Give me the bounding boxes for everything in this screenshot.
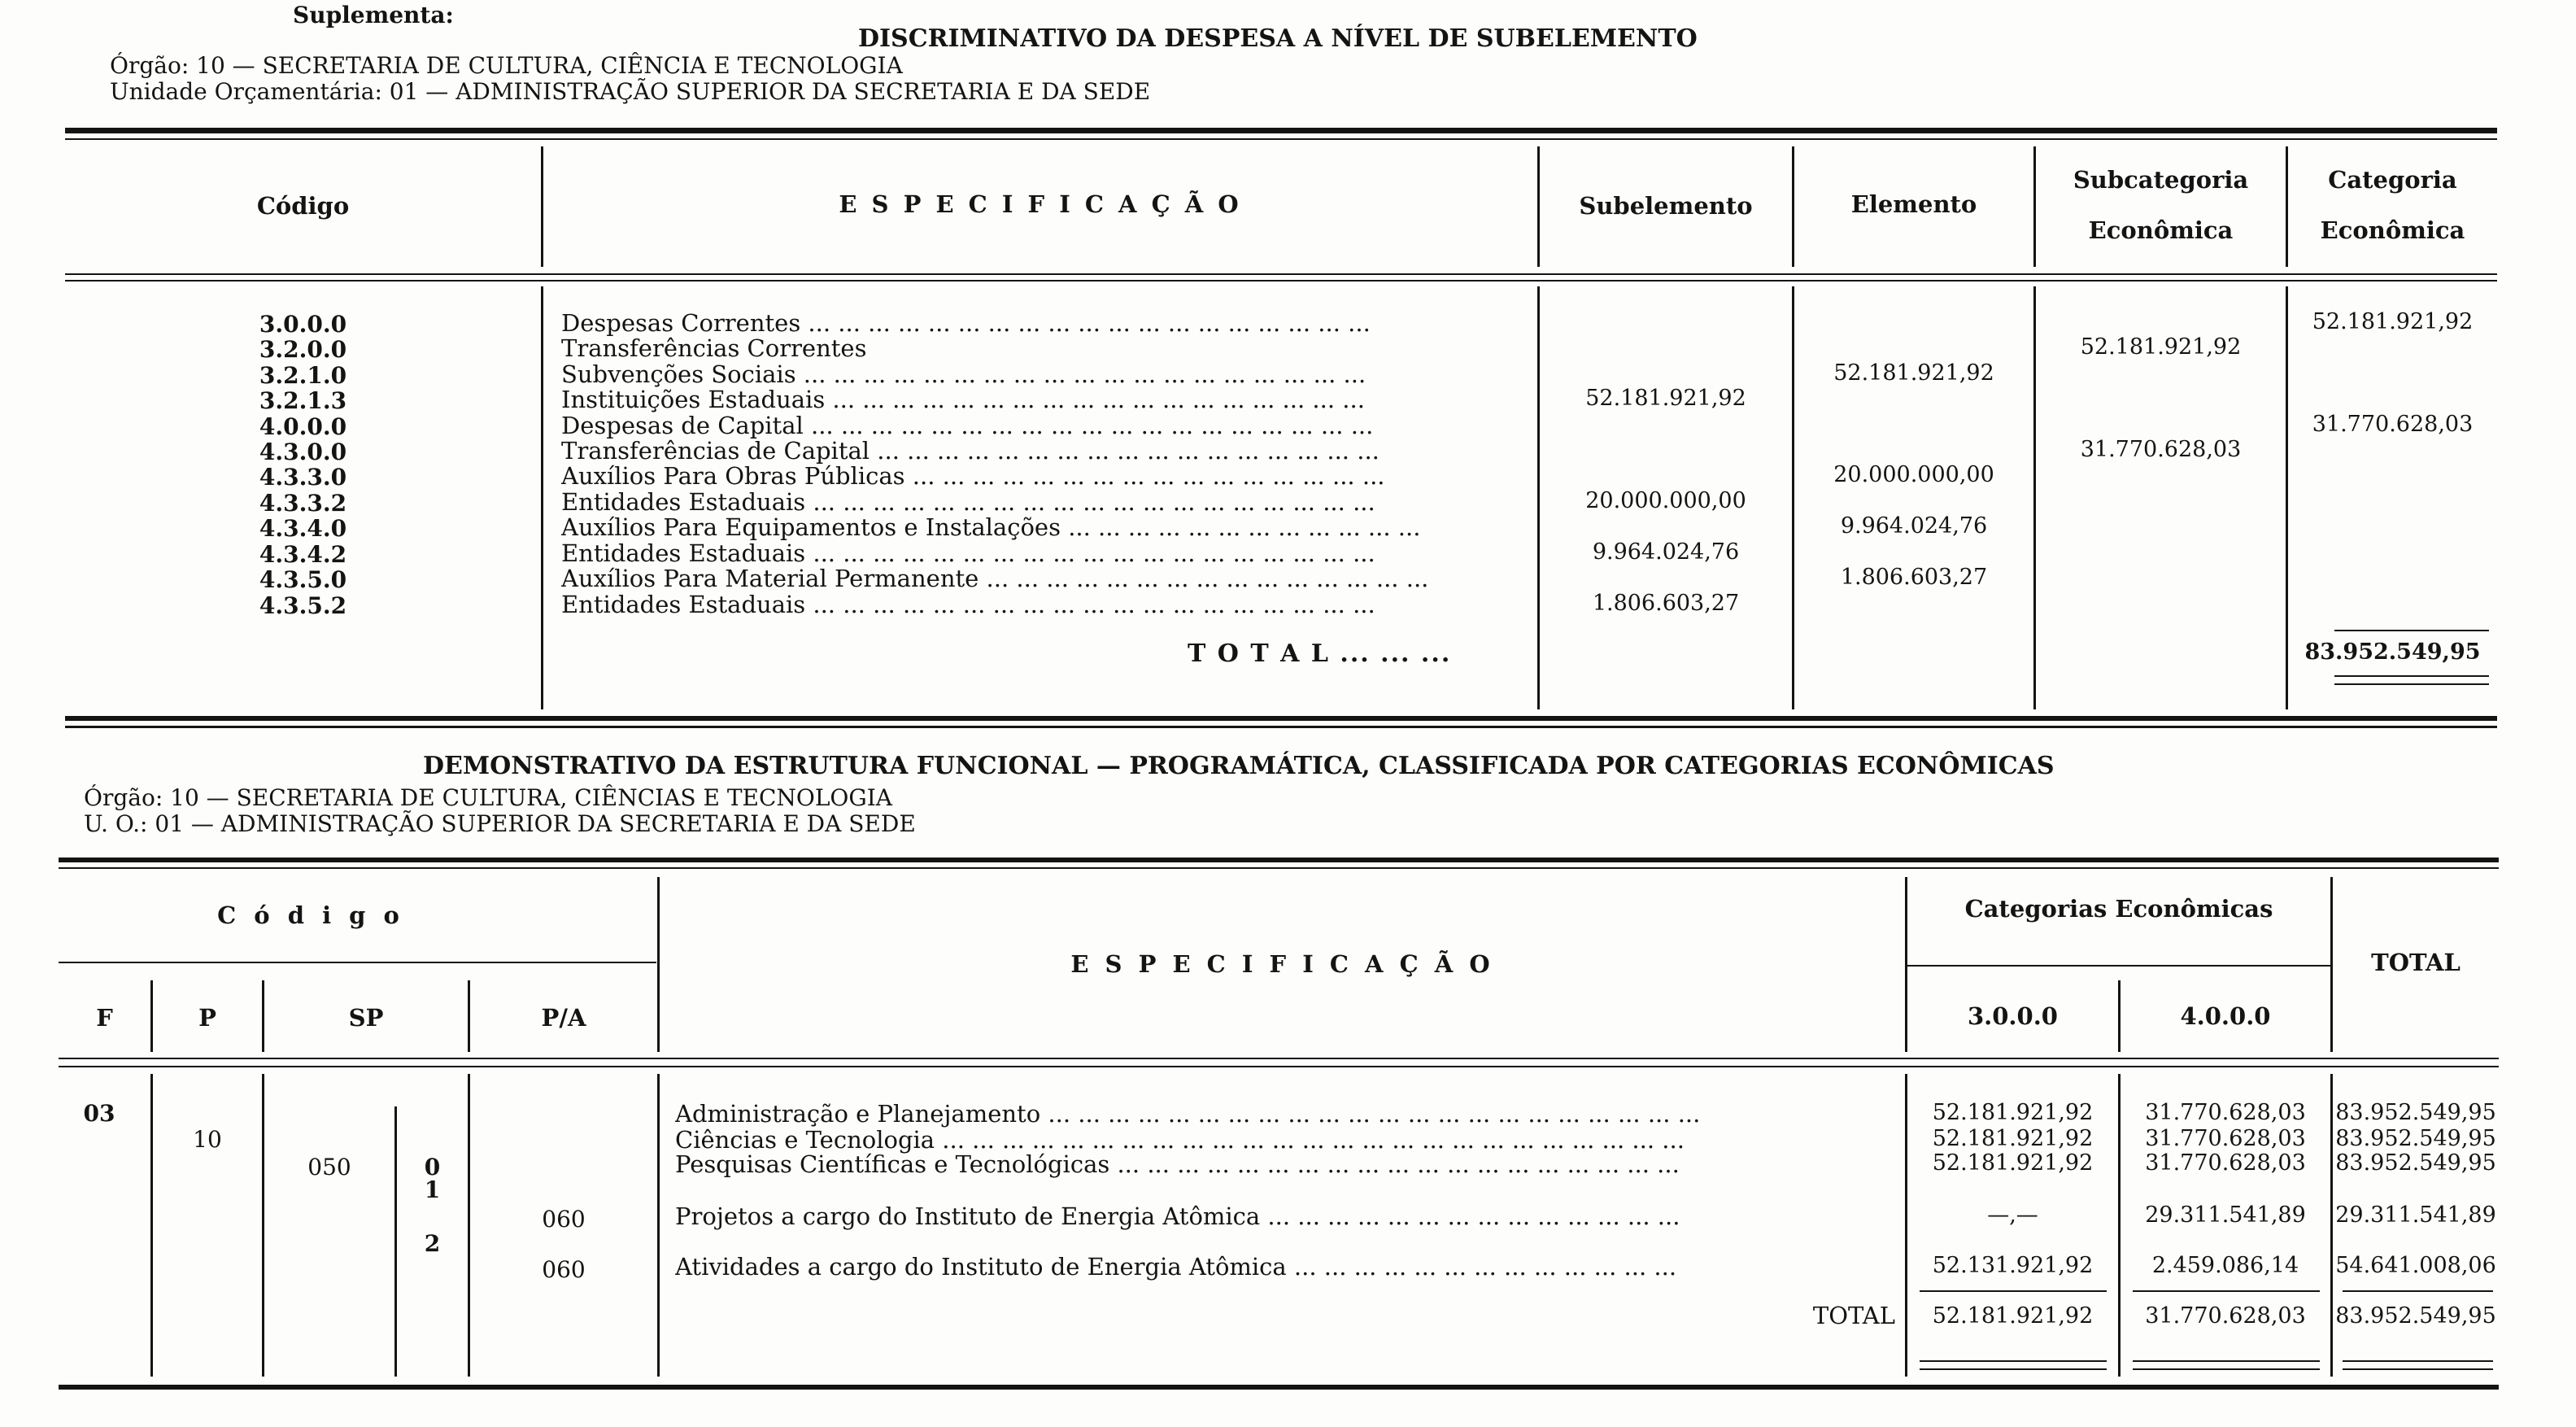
suplementa-label: Suplementa:	[293, 2, 454, 28]
code-pa-2: 060	[542, 1256, 586, 1283]
code-p: 10	[193, 1126, 222, 1153]
row-code: 4.0.0.0	[259, 413, 347, 440]
row-elemento-value: 52.181.921,92	[1833, 360, 1994, 386]
header2-pa: P/A	[541, 1004, 586, 1032]
row2-v4: 29.311.541,89	[2145, 1202, 2306, 1228]
code-sub-1: 1	[424, 1176, 441, 1203]
row2-total: 83.952.549,95	[2335, 1126, 2496, 1151]
header-codigo: Código	[256, 192, 350, 220]
row-categoria-value: 52.181.921,92	[2312, 309, 2474, 334]
row-code: 3.2.0.0	[259, 336, 347, 363]
row-spec: Instituições Estaduais ... ... ... ... ... ... ... ... ... ... ... ... ... ... ... ... ... ...	[561, 386, 1365, 413]
header2-f: F	[96, 1004, 113, 1032]
row2-v4: 31.770.628,03	[2145, 1150, 2306, 1176]
row2-spec: Administração e Planejamento ... ... ... ... ... ... ... ... ... ... ... ... ... ... ... ... ... ... ... ... ... ...	[675, 1100, 1701, 1128]
row2-v3: —,—	[1987, 1202, 2038, 1228]
row2-v4: 2.459.086,14	[2151, 1253, 2299, 1278]
code-sub-2: 2	[424, 1230, 441, 1257]
section2-orgao: Órgão: 10 — SECRETARIA DE CULTURA, CIÊNCIAS E TECNOLOGIA	[84, 784, 893, 811]
row-subelemento-value: 20.000.000,00	[1585, 488, 1746, 513]
header2-4000: 4.0.0.0	[2180, 1002, 2271, 1030]
row2-total: 29.311.541,89	[2335, 1202, 2496, 1228]
unidade-line: Unidade Orçamentária: 01 — ADMINISTRAÇÃO SUPERIOR DA SECRETARIA E DA SEDE	[110, 78, 1151, 105]
document-title: DISCRIMINATIVO DA DESPESA A NÍVEL DE SUBELEMENTO	[858, 24, 1698, 53]
row-code: 3.0.0.0	[259, 311, 347, 338]
row2-total: 83.952.549,95	[2335, 1100, 2496, 1125]
row-code: 4.3.0.0	[259, 439, 347, 465]
row-code: 4.3.4.0	[259, 515, 347, 542]
header2-sp: SP	[348, 1004, 384, 1032]
header-elemento: Elemento	[1850, 190, 1977, 218]
row-spec: Auxílios Para Obras Públicas ... ... ... ... ... ... ... ... ... ... ... ... ... ... ... ...	[561, 462, 1385, 490]
row-code: 4.3.3.2	[259, 490, 347, 517]
header-subcategoria: Subcategoria	[2073, 166, 2249, 194]
row-code: 4.3.4.2	[259, 541, 347, 568]
row2-total: 54.641.008,06	[2335, 1253, 2496, 1278]
code-sub-0: 0	[424, 1154, 441, 1180]
row2-v3: 52.181.921,92	[1932, 1150, 2094, 1176]
header-subelemento: Subelemento	[1579, 192, 1753, 220]
table2-total-3000: 52.181.921,92	[1932, 1303, 2094, 1329]
header2-total: TOTAL	[2371, 949, 2460, 976]
table2-total-grand: 83.952.549,95	[2335, 1303, 2496, 1329]
header2-p: P	[198, 1004, 216, 1032]
table2-total-label: TOTAL	[1812, 1302, 1895, 1329]
table1-total-value: 83.952.549,95	[2304, 639, 2481, 665]
row-spec: Auxílios Para Equipamentos e Instalações ... ... ... ... ... ... ... ... ... ... ... ...	[561, 513, 1421, 541]
header2-categorias: Categorias Econômicas	[1964, 895, 2273, 923]
row-spec: Transferências de Capital ... ... ... ... ... ... ... ... ... ... ... ... ... ... ... ... ...	[561, 437, 1380, 465]
section2-title: DEMONSTRATIVO DA ESTRUTURA FUNCIONAL — PROGRAMÁTICA, CLASSIFICADA POR CATEGORIAS ECONÔMICAS	[423, 752, 2055, 780]
row2-v3: 52.181.921,92	[1932, 1100, 2094, 1125]
row-spec: Transferências Correntes	[561, 334, 867, 362]
row-subelemento-value: 52.181.921,92	[1585, 386, 1746, 411]
row-spec: Auxílios Para Material Permanente ... ... ... ... ... ... ... ... ... ... ... ... ... ... ...	[561, 565, 1429, 592]
row2-spec: Atividades a cargo do Instituto de Energia Atômica ... ... ... ... ... ... ... ... ... ... ... ... ...	[675, 1253, 1677, 1281]
header-categoria: Categoria	[2328, 166, 2457, 194]
orgao-line: Órgão: 10 — SECRETARIA DE CULTURA, CIÊNCIA E TECNOLOGIA	[110, 52, 903, 79]
section2-uo: U. O.: 01 — ADMINISTRAÇÃO SUPERIOR DA SECRETARIA E DA SEDE	[84, 810, 916, 837]
header-subcategoria-economica: Econômica	[2088, 216, 2234, 244]
row2-v3: 52.131.921,92	[1932, 1253, 2094, 1278]
row-spec: Entidades Estaduais ... ... ... ... ... ... ... ... ... ... ... ... ... ... ... ... ... ... ...	[561, 539, 1375, 567]
row2-spec: Projetos a cargo do Instituto de Energia Atômica ... ... ... ... ... ... ... ... ... ... ... ... ... ...	[675, 1202, 1680, 1230]
row2-spec: Pesquisas Científicas e Tecnológicas ... ... ... ... ... ... ... ... ... ... ... ... ... ... ... ... ... ... ...	[675, 1150, 1680, 1178]
header-especificacao: E S P E C I F I C A Ç Ã O	[839, 190, 1242, 218]
row-spec: Despesas de Capital ... ... ... ... ... ... ... ... ... ... ... ... ... ... ... ... ... ... ...	[561, 412, 1374, 439]
code-pa-1: 060	[542, 1206, 586, 1233]
row-spec: Despesas Correntes ... ... ... ... ... ... ... ... ... ... ... ... ... ... ... ... ... ... ...	[561, 309, 1371, 337]
row2-v4: 31.770.628,03	[2145, 1126, 2306, 1151]
row-spec: Subvenções Sociais ... ... ... ... ... ... ... ... ... ... ... ... ... ... ... ... ... ... ...	[561, 360, 1366, 388]
row2-v4: 31.770.628,03	[2145, 1100, 2306, 1125]
row-subelemento-value: 1.806.603,27	[1592, 591, 1740, 616]
row-elemento-value: 20.000.000,00	[1833, 462, 1994, 487]
row-categoria-value: 31.770.628,03	[2312, 412, 2474, 437]
row-code: 4.3.3.0	[259, 464, 347, 491]
row-subcategoria-value: 52.181.921,92	[2080, 334, 2242, 360]
header2-especificacao: E S P E C I F I C A Ç Ã O	[1070, 950, 1494, 978]
row-subelemento-value: 9.964.024,76	[1592, 539, 1740, 565]
row-code: 4.3.5.0	[259, 566, 347, 593]
row-subcategoria-value: 31.770.628,03	[2080, 437, 2242, 462]
row-elemento-value: 9.964.024,76	[1840, 513, 1988, 539]
row2-total: 83.952.549,95	[2335, 1150, 2496, 1176]
row-elemento-value: 1.806.603,27	[1840, 565, 1988, 590]
code-sp: 050	[307, 1154, 351, 1180]
row-code: 4.3.5.2	[259, 592, 347, 619]
row2-v3: 52.181.921,92	[1932, 1126, 2094, 1151]
row-spec: Entidades Estaduais ... ... ... ... ... ... ... ... ... ... ... ... ... ... ... ... ... ... ...	[561, 591, 1375, 618]
row-code: 3.2.1.3	[259, 387, 347, 414]
row2-spec: Ciências e Tecnologia ... ... ... ... ... ... ... ... ... ... ... ... ... ... ... ... ... ... ... ... ... ... ... ... ...	[675, 1126, 1685, 1154]
header2-3000: 3.0.0.0	[1967, 1002, 2058, 1030]
row-spec: Entidades Estaduais ... ... ... ... ... ... ... ... ... ... ... ... ... ... ... ... ... ... ...	[561, 488, 1375, 516]
row-code: 3.2.1.0	[259, 362, 347, 389]
code-f: 03	[83, 1100, 116, 1127]
header2-codigo: C ó d i g o	[217, 901, 404, 929]
header-categoria-economica: Econômica	[2320, 216, 2465, 244]
table2-total-4000: 31.770.628,03	[2145, 1303, 2306, 1329]
table1-total-label: T O T A L ... ... ...	[1188, 639, 1452, 668]
